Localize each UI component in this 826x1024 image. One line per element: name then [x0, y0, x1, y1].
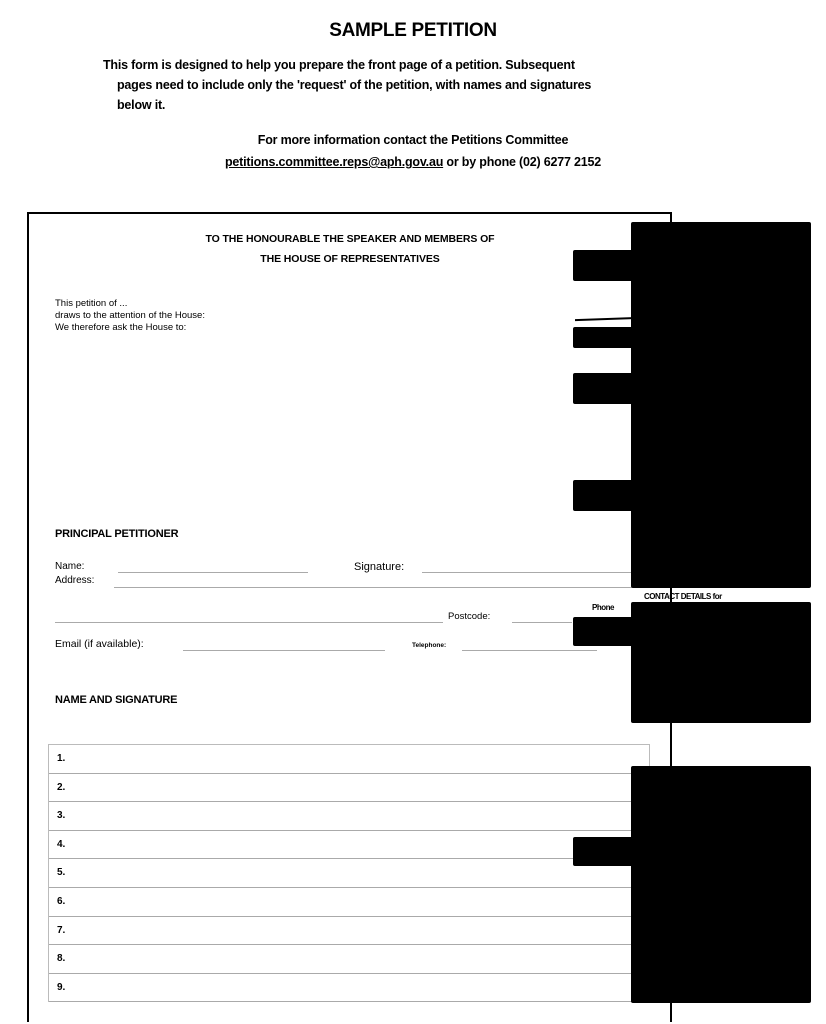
- email-label: Email (if available):: [55, 638, 144, 650]
- row-number: 1.: [57, 753, 66, 764]
- phone-label-fragment: Phone: [592, 603, 614, 612]
- contact-email-link[interactable]: petitions.committee.reps@aph.gov.au: [224, 155, 444, 169]
- row-number: 4.: [57, 838, 66, 850]
- signature-row-3[interactable]: [49, 802, 649, 831]
- redaction-tab-3: [573, 373, 633, 404]
- draws-attention-line: draws to the attention of the House:: [55, 310, 205, 321]
- row-number: 6.: [57, 895, 66, 907]
- redaction-tab-1: [573, 250, 633, 281]
- signature-row-8[interactable]: [49, 945, 649, 974]
- address-label: Address:: [55, 575, 95, 586]
- postcode-label: Postcode:: [448, 611, 491, 622]
- signature-row-4[interactable]: [49, 831, 649, 860]
- contact-details: [0, 151, 826, 173]
- signature-row-9[interactable]: [49, 974, 649, 1003]
- redaction-tab-2: [573, 327, 633, 348]
- intro-paragraph: [103, 55, 703, 115]
- row-number: 3.: [57, 810, 66, 822]
- redaction-tab-5: [573, 617, 633, 646]
- redaction-block-middle: [631, 602, 811, 723]
- telephone-label: Telephone:: [412, 642, 447, 649]
- contact-info: [0, 129, 826, 173]
- row-number: 2.: [57, 781, 66, 793]
- intro-line-3: below it.: [117, 98, 166, 112]
- redaction-tab-4: [573, 480, 633, 511]
- name-label: Name:: [55, 561, 85, 572]
- intro-line-1: This form is designed to help you prepare the front page of a petition. Subsequent: [103, 58, 575, 72]
- signature-field[interactable]: [422, 572, 632, 573]
- signature-row-7[interactable]: [49, 917, 649, 946]
- contact-phone: or by phone (02) 6277 2152: [443, 155, 602, 169]
- signature-row-2[interactable]: [49, 774, 649, 803]
- signature-row-5[interactable]: [49, 859, 649, 888]
- postcode-field[interactable]: [512, 622, 572, 623]
- telephone-field[interactable]: [462, 650, 597, 651]
- row-number: 9.: [57, 981, 66, 993]
- email-field[interactable]: [183, 650, 385, 651]
- signature-label: Signature:: [354, 561, 405, 573]
- page-title: SAMPLE PETITION: [329, 20, 497, 41]
- petition-text: [55, 298, 205, 334]
- petition-of-line: This petition of ...: [55, 298, 128, 309]
- row-number: 8.: [57, 953, 66, 965]
- address-field-line-1[interactable]: [114, 587, 632, 588]
- row-number: 5.: [57, 867, 66, 879]
- addressee-line-1: TO THE HONOURABLE THE SPEAKER AND MEMBERS OF: [205, 233, 495, 245]
- principal-petitioner-heading: PRINCIPAL PETITIONER: [55, 528, 179, 540]
- contact-details-fragment: CONTACT DETAILS for: [644, 592, 722, 601]
- address-field-line-2[interactable]: [55, 622, 443, 623]
- redaction-tab-6: [573, 837, 633, 866]
- redaction-block-top: [631, 222, 811, 588]
- signature-table: [48, 744, 650, 1002]
- row-number: 7.: [57, 924, 66, 936]
- intro-line-2: pages need to include only the 'request' of the petition, with names and signatures: [117, 78, 592, 92]
- signature-row-6[interactable]: [49, 888, 649, 917]
- signature-row-1[interactable]: [49, 745, 649, 774]
- contact-line: For more information contact the Petitions Committee: [257, 133, 569, 147]
- name-field[interactable]: [118, 572, 308, 573]
- addressee-line-2: THE HOUSE OF REPRESENTATIVES: [260, 253, 440, 265]
- ask-house-line: We therefore ask the House to:: [55, 322, 187, 333]
- redaction-block-bottom: [631, 766, 811, 1003]
- name-signature-heading: NAME AND SIGNATURE: [55, 694, 178, 706]
